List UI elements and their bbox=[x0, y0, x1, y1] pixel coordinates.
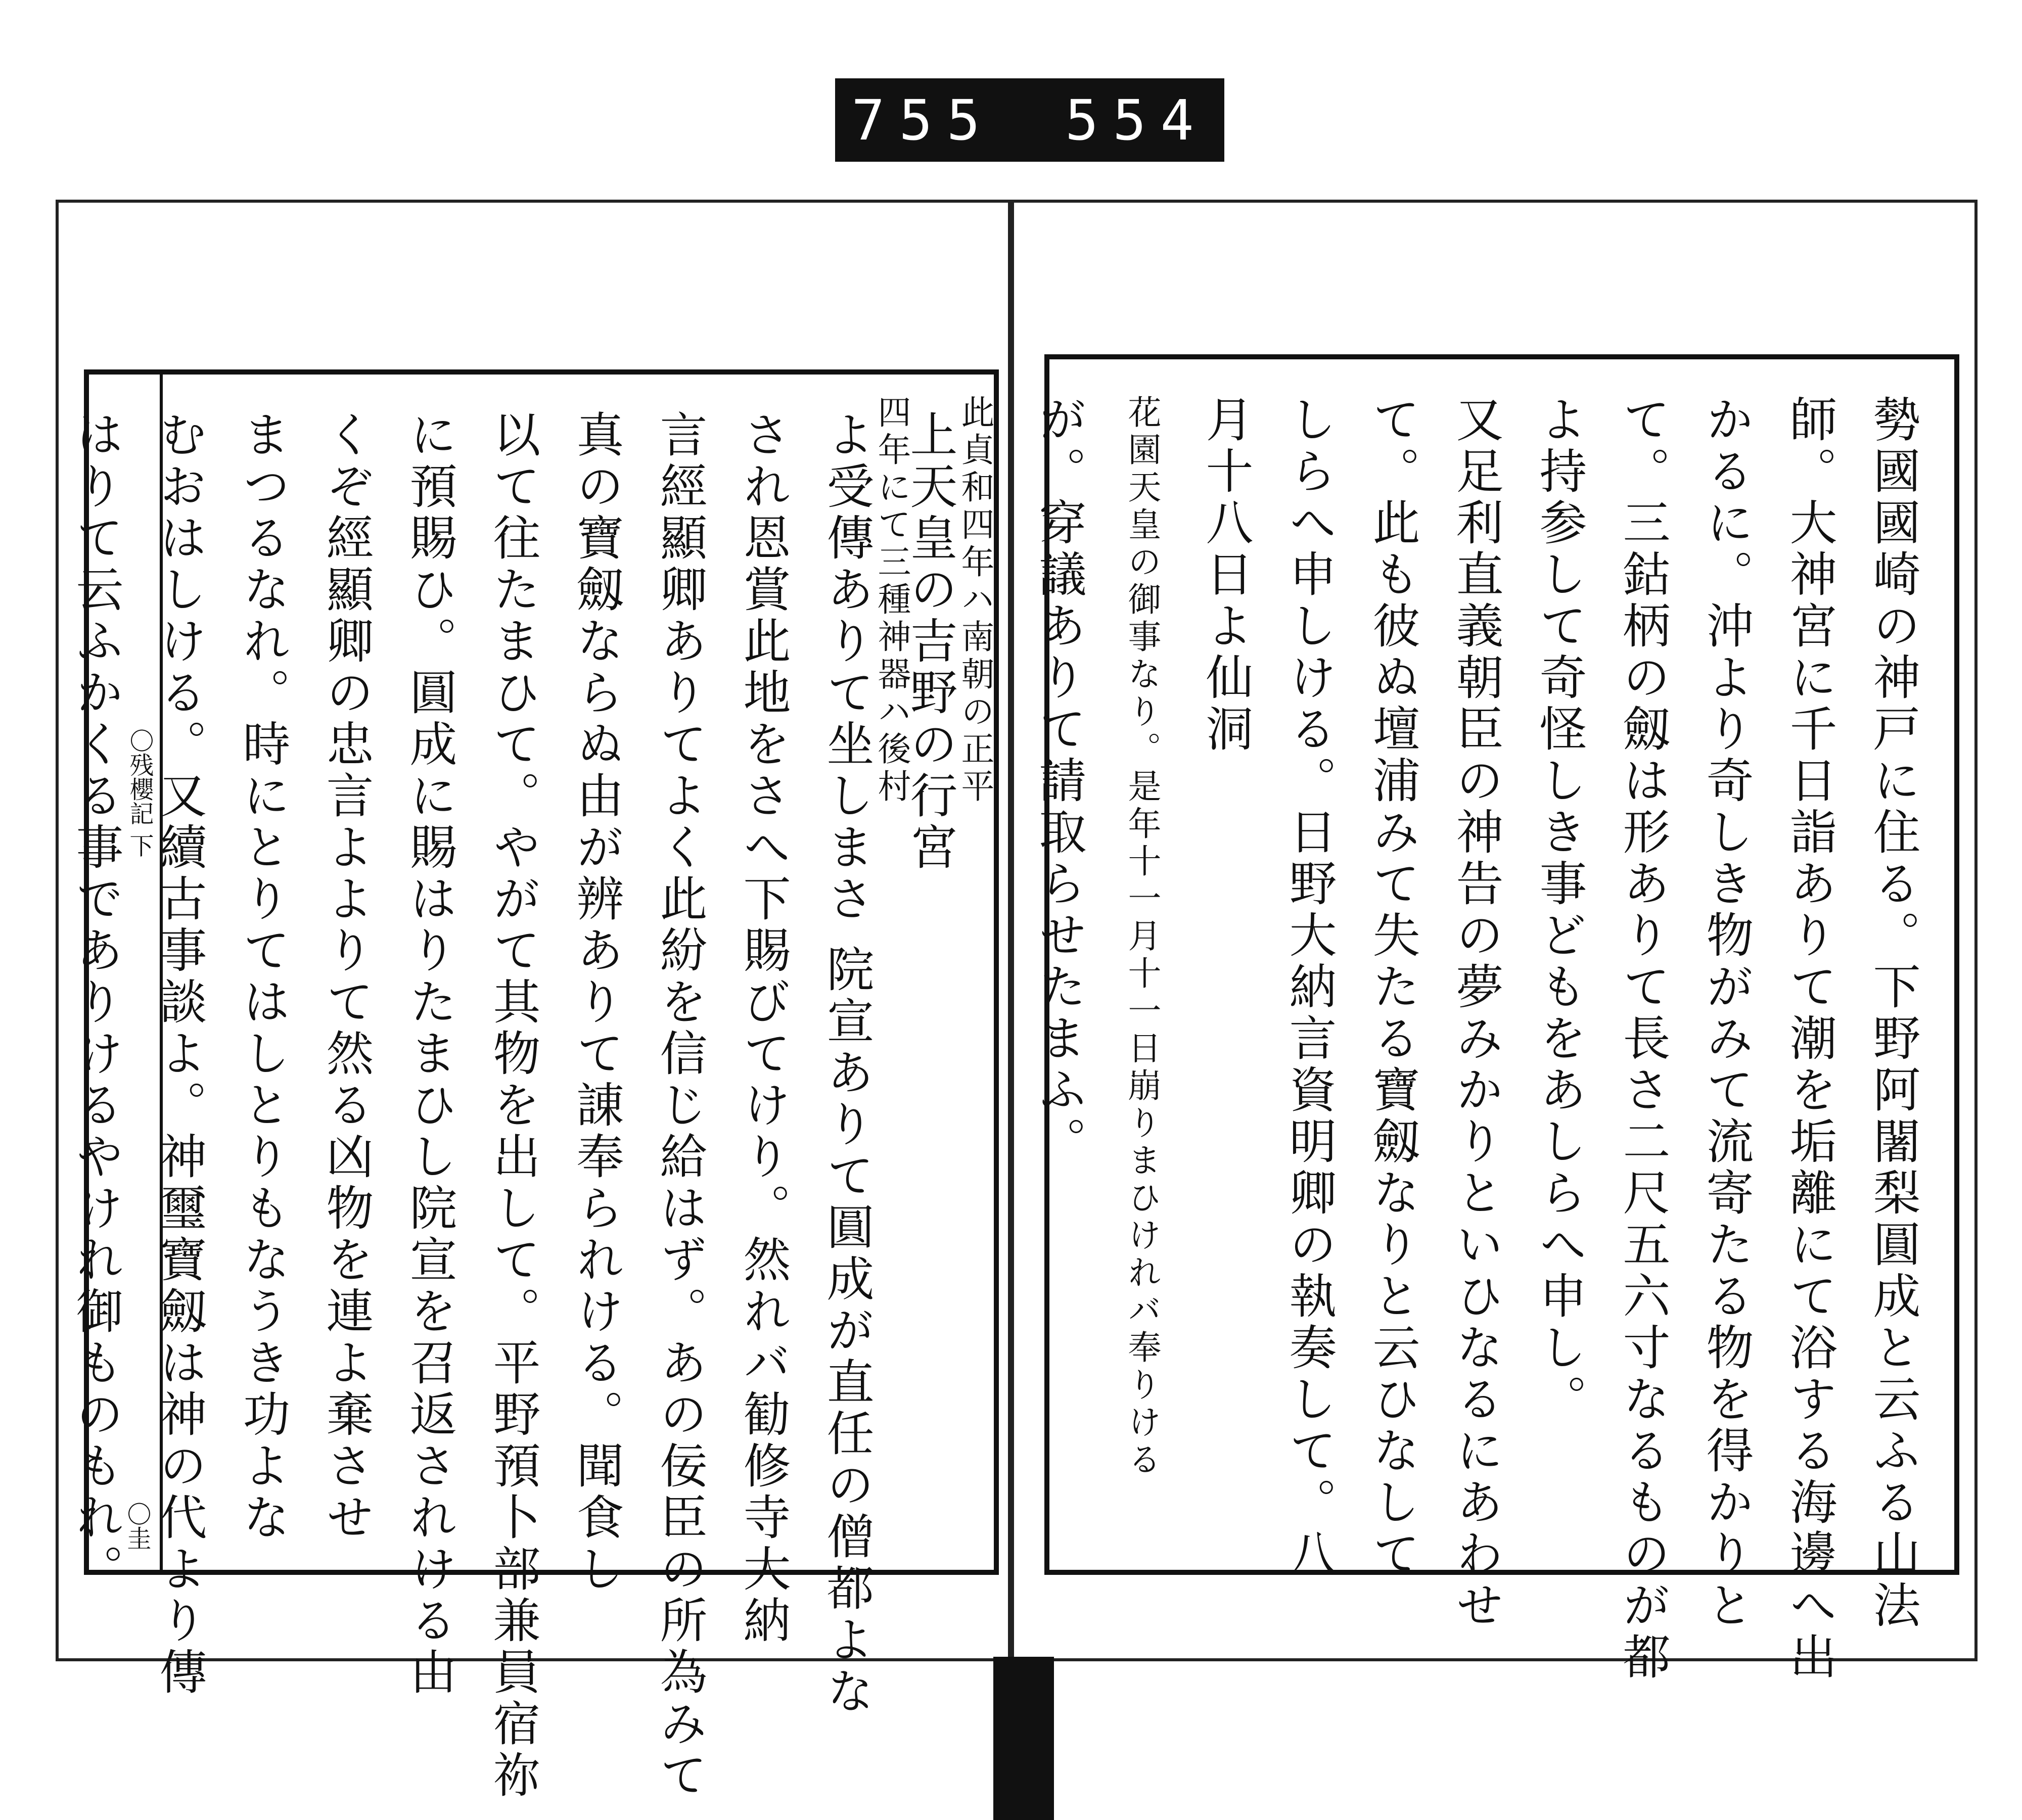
text-column: て。此も彼ぬ壇浦みて失たる寶劔なりと云ひなして bbox=[1364, 395, 1419, 1580]
text-column: くぞ經顯卿の忠言よよりて然る凶物を連よ棄させ bbox=[318, 410, 373, 1544]
text-column: て。三鈷柄の劔は形ありて長さ二尺五六寸なるものが都 bbox=[1615, 395, 1670, 1684]
binding-shadow bbox=[993, 1657, 1054, 1820]
text-column: 月十八日よ仙洞 bbox=[1198, 395, 1253, 756]
annotation-column: 此貞和四年ハ南朝の正平 bbox=[955, 395, 994, 806]
text-column: かるに。沖より奇しき物がみて流寄たる物を得かりと bbox=[1698, 395, 1753, 1632]
page-number: 〇圭 bbox=[123, 1502, 151, 1550]
annotation-column: 花園天皇の御事なり。是年十一月十一日崩りまひけれバ奉りける bbox=[1122, 395, 1161, 1479]
left-id-number: 755 bbox=[851, 87, 994, 153]
document-id-label bbox=[835, 78, 1224, 162]
text-column: しらへ申しける。日野大納言資明卿の執奏して。八 bbox=[1281, 395, 1336, 1580]
text-column: よ持参して奇怪しき事どもをあしらへ申し。 bbox=[1531, 395, 1586, 1426]
text-column: はりて云ふかくる事でありけるやけれ御ものもれ。 bbox=[68, 410, 123, 1596]
text-column: され恩賞此地をさへ下賜びてけり。然れバ勧修寺大納 bbox=[735, 410, 790, 1647]
text-column: に預賜ひ。圓成に賜はりたまひし院宣を召返されける由 bbox=[401, 410, 456, 1699]
text-column: 勢國國崎の神戸に住る。下野阿闍梨圓成と云ふる山法 bbox=[1865, 395, 1920, 1632]
text-column: 上天皇の吉野の行宮 bbox=[902, 410, 957, 874]
text-column: 言經顯卿ありてよく此紛を信じ給はず。あの佞臣の所為みて bbox=[652, 410, 707, 1802]
text-column: むおはしける。又續古事談よ。神璽寶劔は神の代より傳 bbox=[151, 410, 206, 1699]
annotation-column: 四年にて三種神器ハ後村 bbox=[872, 395, 911, 806]
text-column: 師。大神宮に千日詣ありて潮を垢離にて浴する海邊へ出 bbox=[1781, 395, 1836, 1684]
text-column: 又足利直義朝臣の神告の夢みかりといひなるにあわせ bbox=[1448, 395, 1503, 1632]
text-column: が。穿議ありて請取らせたまふ。 bbox=[1031, 395, 1086, 1168]
open-book bbox=[56, 200, 1978, 1802]
running-title: 〇残櫻記 下 bbox=[125, 728, 154, 858]
text-column: まつるなれ。時にとりてはしとりもなうき功よな bbox=[235, 410, 290, 1544]
text-column: 真の寶劔ならぬ由が辨ありて諌奉られける。聞食し bbox=[568, 410, 623, 1596]
text-column: よ受傳ありて坐しまさ 院宣ありて圓成が直任の僧都よな bbox=[818, 410, 874, 1718]
text-column: 以て往たまひて。やがて其物を出して。平野預卜部兼員宿祢 bbox=[485, 410, 540, 1802]
right-id-number: 554 bbox=[1065, 87, 1208, 153]
